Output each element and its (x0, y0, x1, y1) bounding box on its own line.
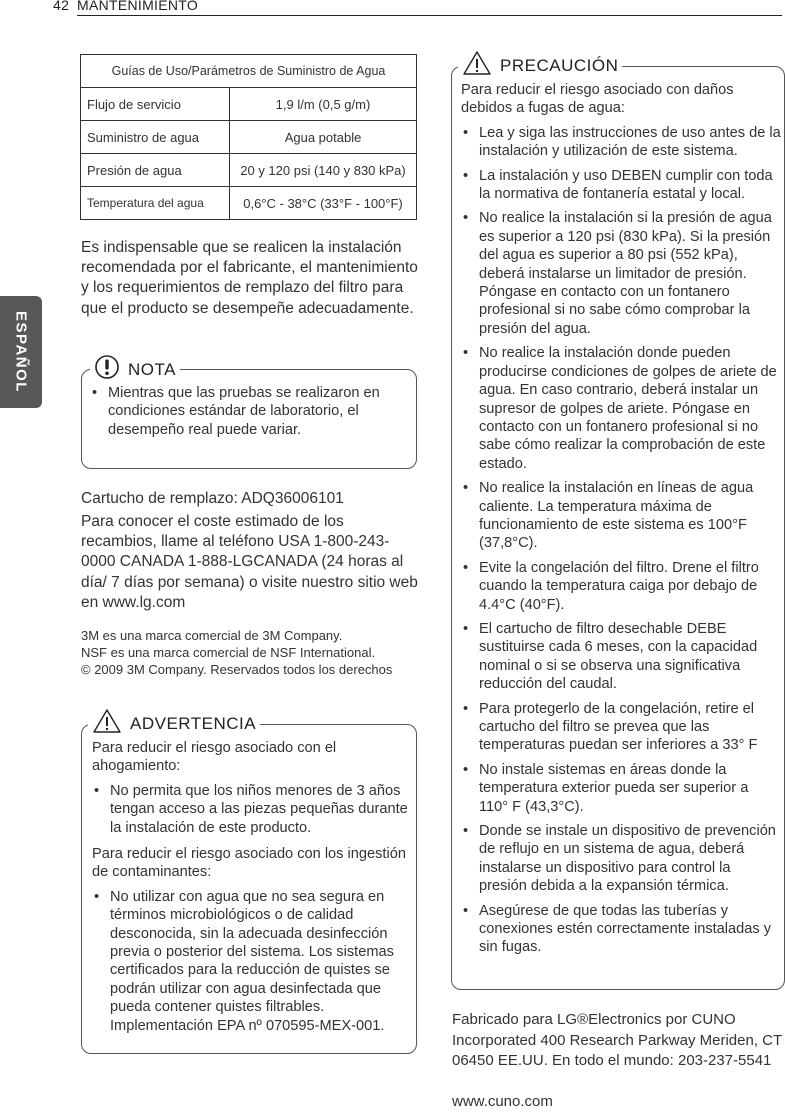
caution-item: • No instale sistemas en áreas donde la temperatura exterior pueda ser superior a 110° F (43,3°C). (461, 761, 781, 816)
caution-item: • La instalación y uso DEBEN cumplir con toda la normativa de fontanería estatal y local. (461, 167, 781, 204)
caution-item: • No realice la instalación si la presión de agua es superior a 120 psi (830 kPa). Si la presión del agua es superior a 80 psi (552 kPa), deberá instalarse un limitador de presión. Póngase en contacto con un fontanero profesional si no sabe cómo comprobar la presión del agua. (461, 209, 781, 338)
warning-triangle-icon (462, 50, 492, 81)
header-divider (77, 15, 782, 16)
warning-item: • No utilizar con agua que no sea segura en términos microbiológicos o de calidad desconocida, sin la adecuada desinfección previa o posterior del sistema. Los sistemas certificados para la reducción de quistes se podrán utilizar con agua desinfectada que pueda contener quistes filtrables. Implementación EPA nº 070595-MEX-001. (92, 888, 412, 1035)
warning-intro: Para reducir el riesgo asociado con los ingestión de contaminantes: (92, 846, 406, 881)
table-header-row (81, 55, 417, 88)
table-row (81, 88, 417, 121)
caution-title: PRECAUCIÓN (458, 50, 622, 81)
caution-item: • Asegúrese de que todas las tuberías y conexiones estén correctamente instaladas y sin fugas. (461, 902, 781, 957)
row-value: 20 y 120 psi (140 y 830 kPa) (230, 154, 417, 187)
caution-intro: Para reducir el riesgo asociado con daños debidos a fugas de agua: (461, 82, 734, 117)
manufacturer-info: Fabricado para LG®Electronics por CUNO Incorporated 400 Research Parkway Meriden, CT 06450 EE.UU. En todo el mundo: 203-237-5541 (452, 1011, 782, 1069)
row-label: Flujo de servicio (81, 88, 230, 121)
replacement-cartridge: Cartucho de remplazo: ADQ36006101 (81, 490, 344, 507)
warning-item: • No permita que los niños menores de 3 años tengan acceso a las piezas pequeñas durante la instalación de este producto. (92, 782, 412, 837)
section-title: MANTENIMIENTO (77, 0, 199, 13)
language-side-tab (0, 296, 42, 408)
warning-intro: Para reducir el riesgo asociado con el ahogamiento: (92, 740, 337, 775)
caution-item: • Lea y siga las instrucciones de uso antes de la instalación y utilización de este sistema. (461, 124, 781, 161)
note-item: • Mientras que las pruebas se realizaron en condiciones estándar de laboratorio, el desempeño real puede variar. (90, 384, 408, 439)
trademark-line: 3M es una marca comercial de 3M Company. (81, 628, 343, 643)
caution-item: • No realice la instalación donde pueden producirse condiciones de golpes de ariete de agua. En caso contrario, deberá instalar un supresor de golpes de ariete. Póngase en contacto con un fontanero profesional si no sabe cómo realizar la comprobación de este estado. (461, 344, 781, 473)
warning-box (81, 724, 417, 1054)
caution-box (451, 66, 785, 990)
page-number: 42 (53, 0, 70, 13)
caution-item: • No realice la instalación en líneas de agua caliente. La temperatura máxima de funcionamiento de este sistema es 100°F (37,8°C). (461, 479, 781, 553)
row-value: Agua potable (230, 121, 417, 154)
water-supply-parameters-table (80, 54, 417, 220)
trademark-line: NSF es una marca comercial de NSF International. (81, 645, 376, 660)
table-row (81, 187, 417, 220)
caution-item: • Donde se instale un dispositivo de prevención de reflujo en un sistema de agua, deberá instalarse un dispositivo para control la presión debida a la expansión térmica. (461, 822, 781, 896)
page-header (53, 0, 198, 13)
table-row (81, 121, 417, 154)
note-title: NOTA (90, 354, 180, 385)
warning-triangle-icon (92, 708, 122, 739)
trademarks (81, 627, 426, 678)
manufacturer-website[interactable]: www.cuno.com (452, 1093, 553, 1110)
row-label: Presión de agua (81, 154, 230, 187)
row-label: Temperatura del agua (81, 187, 230, 220)
copyright-line: © 2009 3M Company. Reservados todos los derechos (81, 662, 393, 677)
table-row (81, 154, 417, 187)
intro-paragraph: Es indispensable que se realicen la instalación recomendada por el fabricante, el mantenimiento y los requerimientos de remplazo del filtro para que el producto se desempeñe adecuadamente. (81, 239, 418, 317)
replacement-contact: Para conocer el coste estimado de los recambios, llame al teléfono USA 1-800-243-0000 CANADA 1-888-LGCANADA (24 horas al día/ 7 días por semana) o visite nuestro sitio web en www.lg.com (81, 513, 418, 611)
caution-item: • Evite la congelación del filtro. Drene el filtro cuando la temperatura caiga por debajo de 4.4°C (40°F). (461, 559, 781, 614)
table-title: Guías de Uso/Parámetros de Suministro de Agua (81, 55, 417, 88)
caution-item: • Para protegerlo de la congelación, retire el cartucho del filtro se prevea que las temperaturas puedan ser inferiores a 33° F (461, 700, 781, 755)
caution-item: • El cartucho de filtro desechable DEBE sustituirse cada 6 meses, con la capacidad nominal o si se observa una significativa reducción del caudal. (461, 620, 781, 694)
warning-title: ADVERTENCIA (88, 708, 260, 739)
exclamation-circle-icon (94, 354, 120, 385)
row-value: 0,6°C - 38°C (33°F - 100°F) (230, 187, 417, 220)
language-label: ESPAÑOL (12, 311, 30, 393)
row-value: 1,9 l/m (0,5 g/m) (230, 88, 417, 121)
row-label: Suministro de agua (81, 121, 230, 154)
